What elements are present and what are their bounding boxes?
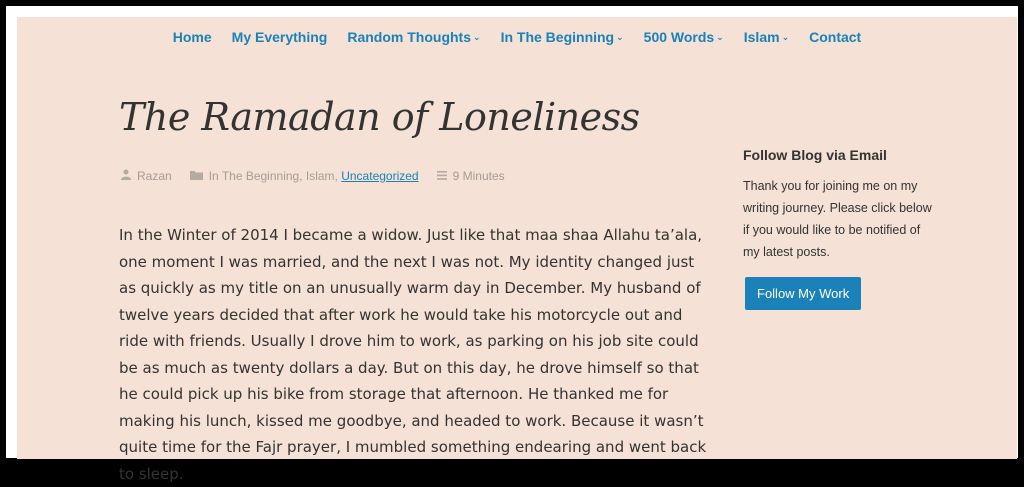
nav-item-contact[interactable]: Contact [809, 29, 862, 45]
nav-item-500-words[interactable]: 500 Words ⌄ [643, 29, 724, 45]
page [17, 17, 1017, 483]
post-title: The Ramadan of Loneliness [119, 95, 640, 139]
nav-item-my-everything[interactable]: My Everything [231, 29, 328, 45]
widget-heading: Follow Blog via Email [743, 147, 887, 163]
post-read-time: 9 Minutes [437, 169, 505, 183]
user-icon [121, 169, 131, 183]
post-categories: In The Beginning, Islam, Uncategorized [190, 169, 419, 183]
chevron-down-icon: ⌄ [781, 31, 790, 42]
category-link-uncategorized[interactable]: Uncategorized [341, 169, 419, 183]
chevron-down-icon: ⌄ [473, 31, 481, 42]
main-nav [17, 17, 1017, 57]
nav-item-in-the-beginning[interactable]: In The Beginning ⌄ [500, 29, 624, 45]
screenshot-frame [6, 6, 1018, 483]
post-meta [121, 169, 523, 183]
widget-text: Thank you for joining me on my writing journey. Please click below if you would like to be notified of my latest posts. [743, 179, 932, 259]
nav-item-random-thoughts[interactable]: Random Thoughts ⌄ [347, 29, 481, 45]
nav-item-islam[interactable]: Islam ⌄ [743, 29, 790, 45]
sidebar-follow-widget [743, 147, 933, 310]
nav-item-home[interactable]: Home [172, 29, 212, 45]
folder-icon [190, 169, 203, 183]
list-icon [437, 169, 447, 183]
post-author[interactable]: Razan [121, 169, 172, 183]
chevron-down-icon: ⌄ [716, 31, 724, 42]
chevron-down-icon: ⌄ [616, 31, 624, 42]
post-body: In the Winter of 2014 I became a widow. Just like that maa shaa Allahu ta’ala, one moment I was married, and the next I was not. My identity changed just as quickly as my title on an unusually warm day in December. My husband of twelve years decided that after work he would take his motorcycle out and ride with friends. Usually I drove him to work, as parking on his job site could be as much as twenty dollars a day. But on this day, he drove himself so that he could pick up his bike from storage that afternoon. He thanked me for making his lunch, kissed me goodbye, and headed to work. Because it wasn’t quite time for the Fajr prayer, I mumbled something endearing and went back to sleep. [119, 226, 707, 483]
follow-my-work-button[interactable]: Follow My Work [745, 277, 861, 310]
